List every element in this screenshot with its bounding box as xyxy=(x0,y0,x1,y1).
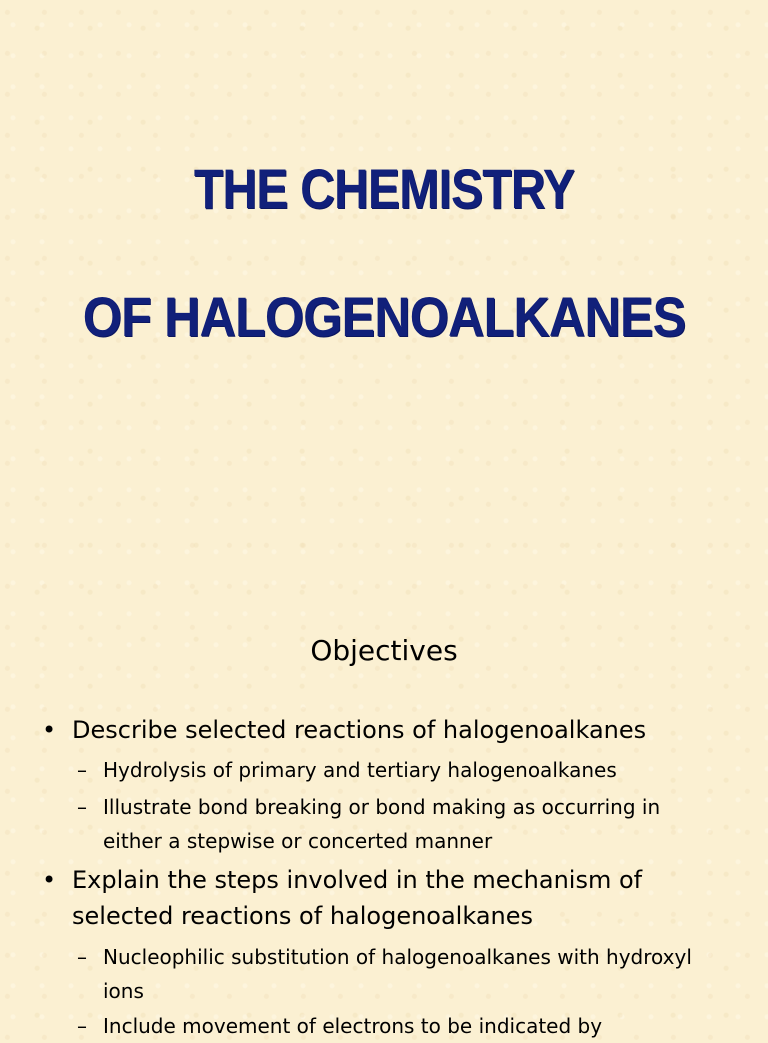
sub-bullet-text: Illustrate bond breaking or bond making as occurring in either a stepwise or concerted manner xyxy=(103,795,661,853)
bullet-item xyxy=(42,712,732,748)
sub-bullet-item xyxy=(77,753,723,787)
slide-title-line-2: OF HALOGENOALKANES xyxy=(82,285,686,348)
sub-bullet-text: Hydrolysis of primary and tertiary halogenoalkanes xyxy=(103,758,617,782)
slide-title-line-1: THE CHEMISTRY xyxy=(193,157,575,220)
sub-bullet-item xyxy=(77,940,723,1008)
bullet-glyph: • xyxy=(42,716,57,744)
bullet-item xyxy=(42,862,732,934)
sub-bullet-item xyxy=(77,1009,723,1043)
bullet-text: Explain the steps involved in the mechanism of selected reactions of halogenoalkanes xyxy=(72,866,643,930)
sub-bullet-text: Include movement of electrons to be indicated by xyxy=(103,1014,603,1038)
dash-glyph: – xyxy=(77,795,87,819)
dash-glyph: – xyxy=(77,945,87,969)
dash-glyph: – xyxy=(77,758,87,782)
sub-bullet-text: Nucleophilic substitution of halogenoalkanes with hydroxyl ions xyxy=(103,945,692,1003)
sub-bullet-item xyxy=(77,790,723,858)
objectives-slide xyxy=(0,600,768,1038)
bullet-glyph: • xyxy=(42,866,57,894)
objectives-heading: Objectives xyxy=(310,634,458,667)
dash-glyph: – xyxy=(77,1014,87,1038)
bullet-text: Describe selected reactions of halogenoalkanes xyxy=(72,716,647,744)
